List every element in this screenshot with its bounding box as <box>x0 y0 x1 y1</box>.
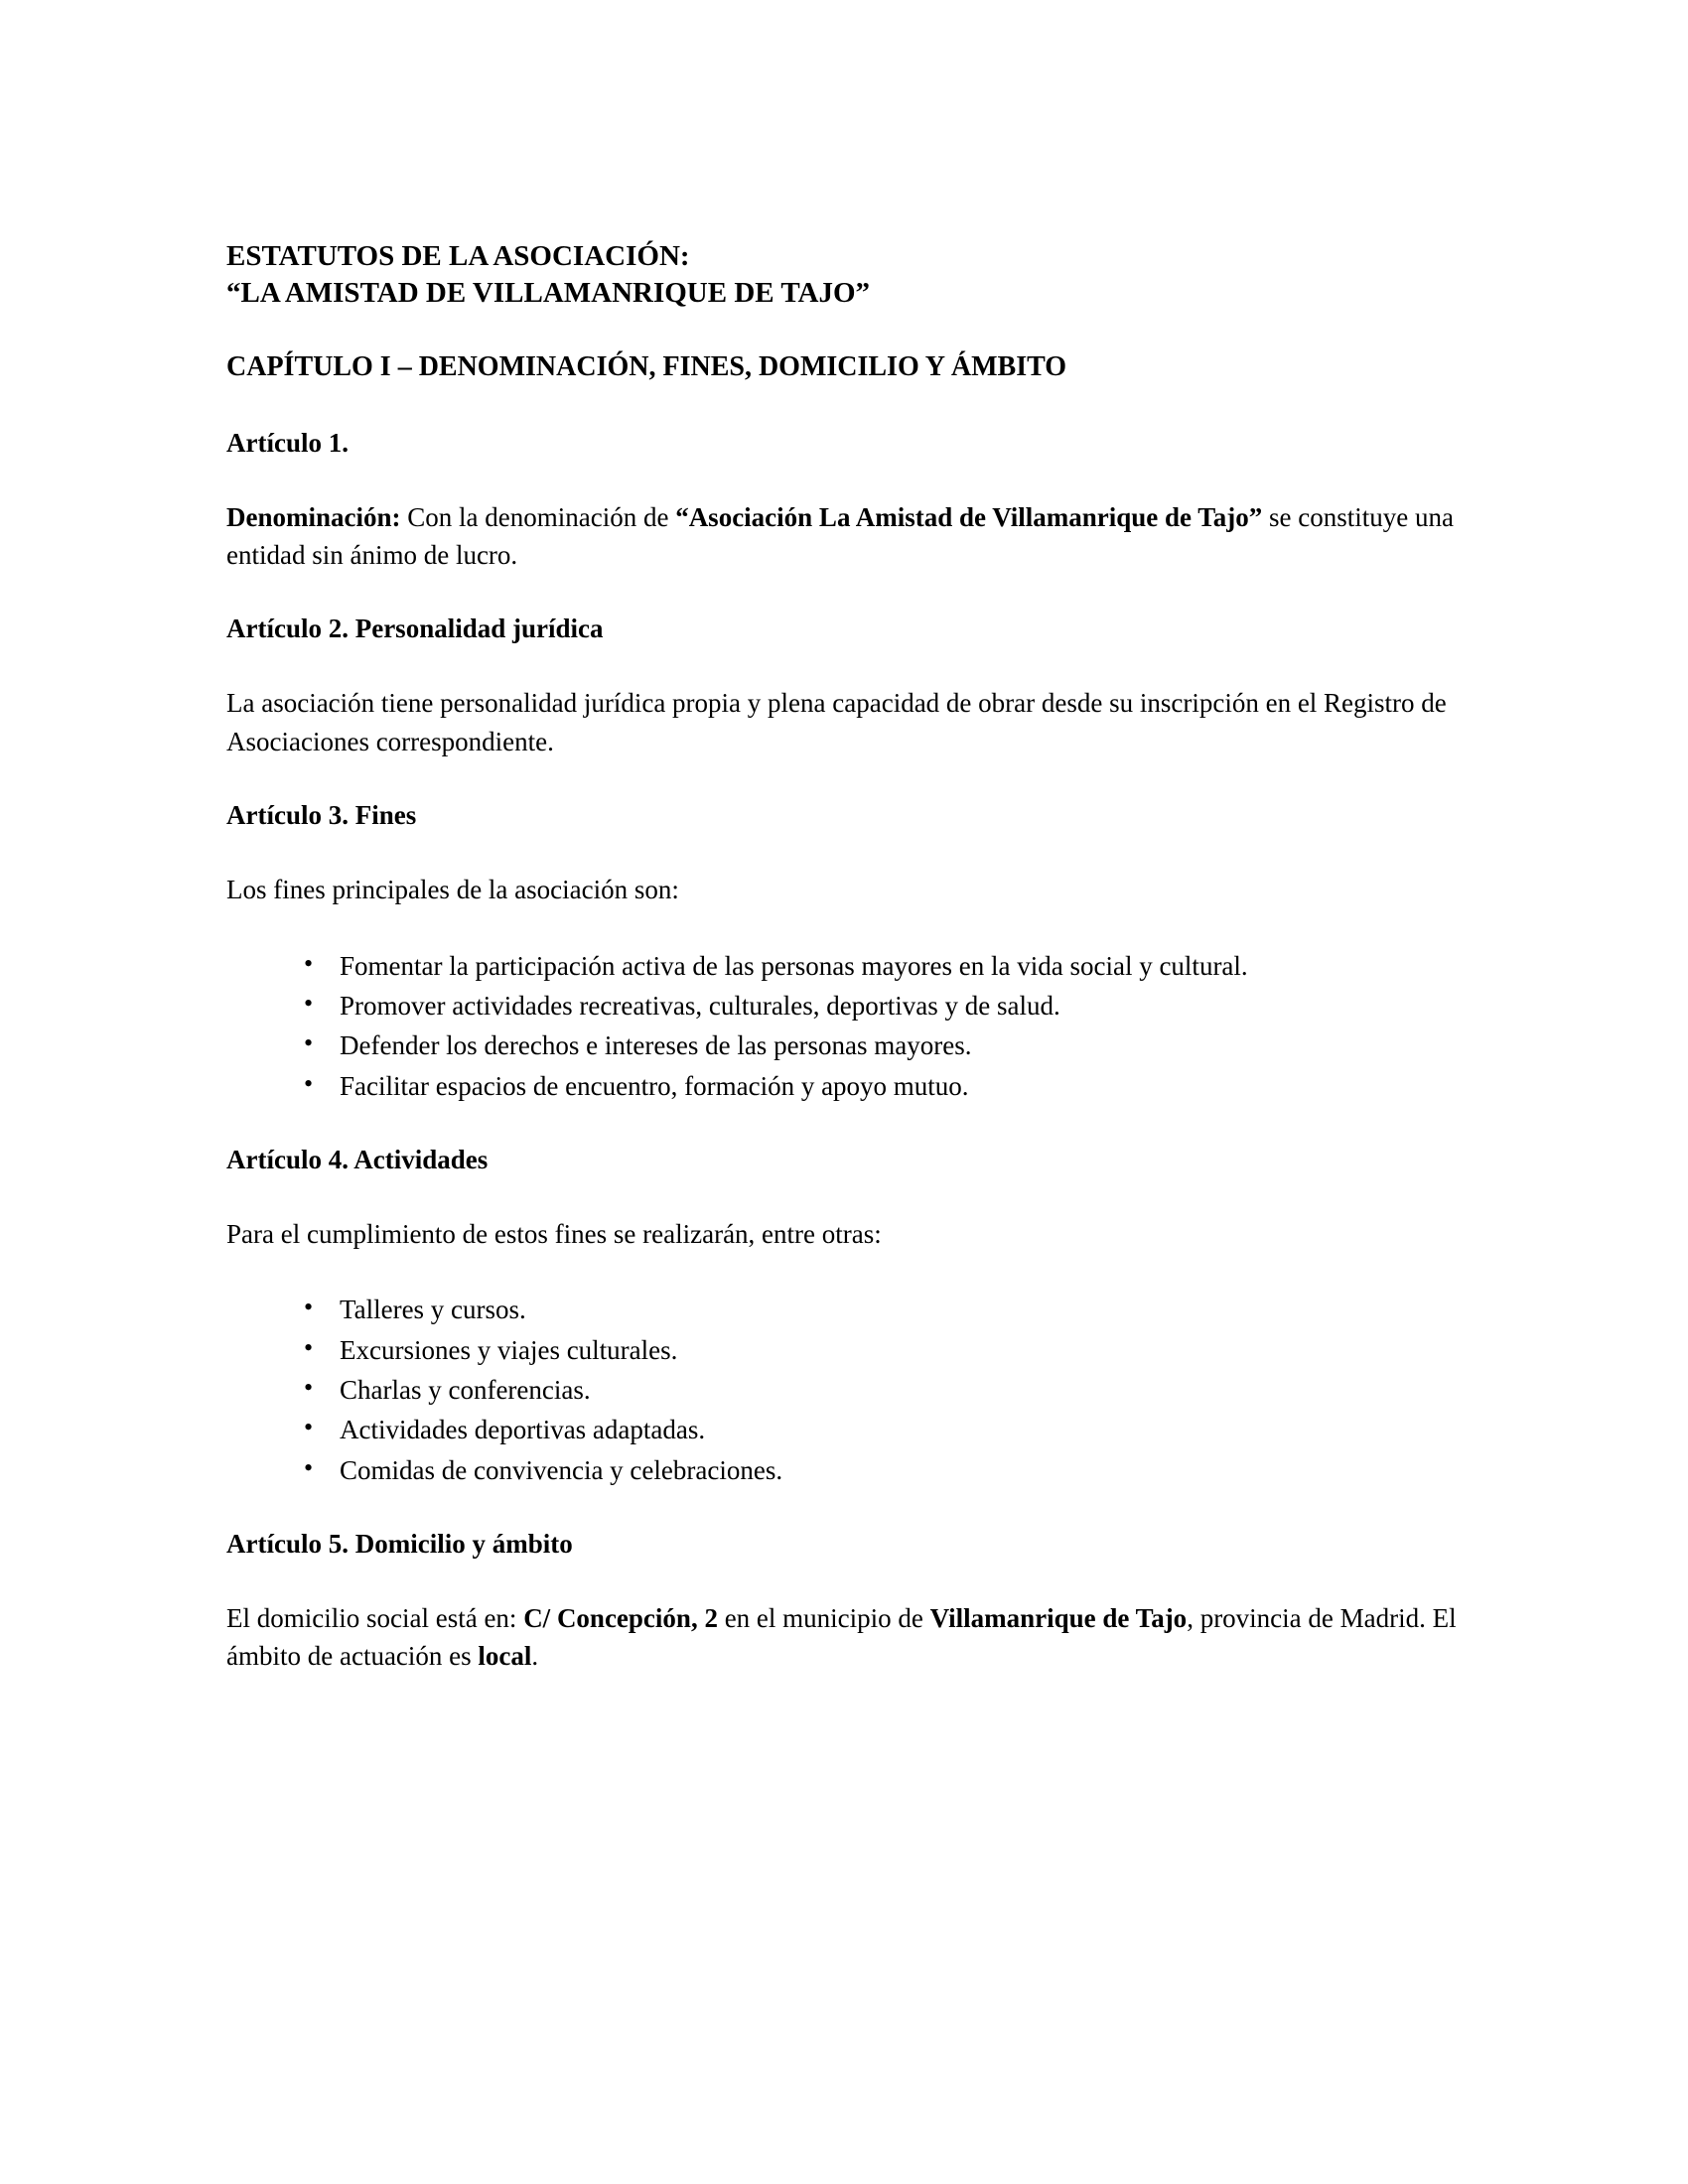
article-2-heading: Artículo 2. Personalidad jurídica <box>226 614 604 644</box>
list-item: • Talleres y cursos. <box>304 1291 1465 1328</box>
article-5-scope: local <box>478 1641 532 1672</box>
article-4-paragraph: Para el cumplimiento de estos fines se realizarán, entre otras: <box>226 1218 882 1249</box>
article-5-text-4: . <box>531 1641 539 1672</box>
article-5-text-2: en el municipio de <box>717 1603 930 1633</box>
article-1-lead-bold: Denominación: <box>226 501 401 532</box>
page-title-line-2: “LA AMISTAD DE VILLAMANRIQUE DE TAJO” <box>226 277 871 310</box>
list-item: • Comidas de convivencia y celebraciones. <box>304 1451 1465 1489</box>
page-title-line-1: ESTATUTOS DE LA ASOCIACIÓN: <box>226 240 690 272</box>
article-1-association-name: “Asociación La Amistad de Villamanrique de Tajo” <box>675 501 1263 532</box>
article-1-text-2: se constituye una entidad sin ánimo de lucro. <box>226 501 1454 571</box>
article-1-paragraph <box>226 498 1465 575</box>
list-item: • Defender los derechos e intereses de las personas mayores. <box>304 1026 1465 1064</box>
article-3-heading: Artículo 3. Fines <box>226 800 417 831</box>
article-3-paragraph: Los fines principales de la asociación son: <box>226 875 679 905</box>
chapter-heading: CAPÍTULO I – DENOMINACIÓN, FINES, DOMICILIO Y ÁMBITO <box>226 351 1067 383</box>
article-1-heading: Artículo 1. <box>226 427 349 458</box>
article-5-address: C/ Concepción, 2 <box>523 1603 718 1633</box>
article-5-paragraph <box>226 1599 1465 1676</box>
list-item: • Excursiones y viajes culturales. <box>304 1331 1465 1369</box>
list-item: • Facilitar espacios de encuentro, formación y apoyo mutuo. <box>304 1067 1465 1105</box>
article-2-paragraph: La asociación tiene personalidad jurídica propia y plena capacidad de obrar desde su inscripción en el Registro de Asociaciones correspondiente. <box>226 688 1447 756</box>
article-5-text-3: , provincia de Madrid. El ámbito de actuación es <box>226 1603 1457 1672</box>
list-item: • Promover actividades recreativas, culturales, deportivas y de salud. <box>304 987 1465 1024</box>
article-1-text-1: Con la denominación de <box>400 501 676 532</box>
article-5-town: Villamanrique de Tajo <box>929 1603 1188 1633</box>
list-item: • Fomentar la participación activa de las personas mayores en la vida social y cultural. <box>304 947 1465 985</box>
article-5-heading: Artículo 5. Domicilio y ámbito <box>226 1528 573 1559</box>
list-item: • Charlas y conferencias. <box>304 1371 1465 1409</box>
page-title <box>226 238 1465 312</box>
list-item: • Actividades deportivas adaptadas. <box>304 1411 1465 1448</box>
article-4-bullet-list <box>226 1291 1465 1489</box>
article-4-heading: Artículo 4. Actividades <box>226 1144 489 1174</box>
article-3-bullet-list <box>226 947 1465 1105</box>
article-5-text-1: El domicilio social está en: <box>226 1603 524 1633</box>
